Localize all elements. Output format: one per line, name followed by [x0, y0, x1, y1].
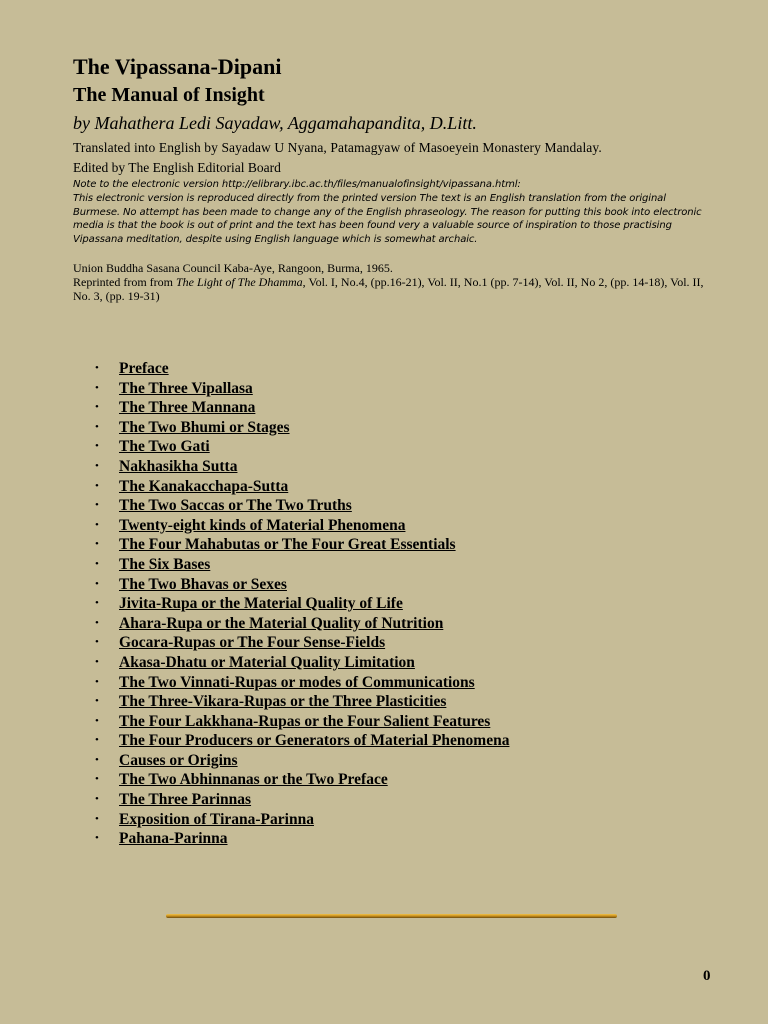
toc-link[interactable]: Nakhasikha Sutta: [119, 457, 238, 475]
toc-item: [95, 535, 509, 555]
toc-item: [95, 437, 509, 457]
toc-link[interactable]: The Two Vinnati-Rupas or modes of Communications: [119, 673, 475, 691]
toc-link[interactable]: The Three-Vikara-Rupas or the Three Plasticities: [119, 693, 447, 711]
toc-item: [95, 692, 509, 712]
toc-link[interactable]: The Six Bases: [119, 555, 211, 573]
bullet-icon: •: [95, 538, 99, 551]
bullet-icon: •: [95, 381, 99, 394]
bullet-icon: •: [95, 401, 99, 414]
table-of-contents: [95, 359, 509, 849]
publisher-line: Union Buddha Sasana Council Kaba-Aye, Rangoon, Burma, 1965.: [73, 260, 393, 275]
toc-link[interactable]: The Two Bhavas or Sexes: [119, 575, 287, 593]
bullet-icon: •: [95, 499, 99, 512]
toc-link[interactable]: The Kanakacchapa-Sutta: [119, 477, 289, 495]
bullet-icon: •: [95, 479, 99, 492]
translator-line: Translated into English by Sayadaw U Nyana, Patamagyaw of Masoeyein Monastery Mandalay.: [73, 140, 602, 155]
toc-link[interactable]: Twenty-eight kinds of Material Phenomena: [119, 516, 406, 534]
bullet-icon: •: [95, 793, 99, 806]
reprint-line: [73, 275, 710, 303]
toc-item: [95, 770, 509, 790]
toc-item: [95, 594, 509, 614]
bullet-icon: •: [95, 557, 99, 570]
toc-item: [95, 790, 509, 810]
toc-item: [95, 496, 509, 516]
reprint-source: The Light of The Dhamma: [175, 274, 303, 289]
toc-link[interactable]: The Three Vipallasa: [119, 379, 253, 397]
toc-link[interactable]: The Four Lakkhana-Rupas or the Four Salient Features: [119, 712, 491, 730]
bullet-icon: •: [95, 832, 99, 845]
bullet-icon: •: [95, 420, 99, 433]
toc-link[interactable]: The Three Parinnas: [119, 791, 252, 809]
editor-line: Edited by The English Editorial Board: [73, 160, 281, 175]
toc-item: [95, 477, 509, 497]
author-line: by Mahathera Ledi Sayadaw, Aggamahapandita, D.Litt.: [73, 113, 477, 133]
toc-item: [95, 359, 509, 379]
toc-item: [95, 810, 509, 830]
toc-link[interactable]: Exposition of Tirana-Parinna: [119, 810, 314, 828]
page-number: 0: [703, 968, 711, 984]
toc-item: [95, 614, 509, 634]
bullet-icon: •: [95, 597, 99, 610]
bullet-icon: •: [95, 616, 99, 629]
toc-link[interactable]: The Two Abhinnanas or the Two Preface: [119, 771, 388, 789]
toc-link[interactable]: The Two Gati: [119, 438, 210, 456]
toc-item: [95, 398, 509, 418]
toc-item: [95, 673, 509, 693]
bullet-icon: •: [95, 714, 99, 727]
toc-item: [95, 516, 509, 536]
bullet-icon: •: [95, 655, 99, 668]
toc-item: [95, 712, 509, 732]
electronic-note-body: This electronic version is reproduced directly from the printed version The text is an English translation from the original Burmese. No attempt has been made to change any of the English phraseology. The reason for putting this book into electronic media is that the book is out of print and the text has been found very a valuable source of inspiration to those practising Vipassana meditation, despite using English language which is somewhat archaic.: [73, 192, 702, 246]
toc-link[interactable]: Pahana-Parinna: [119, 830, 228, 848]
bullet-icon: •: [95, 440, 99, 453]
toc-item: [95, 457, 509, 477]
toc-link[interactable]: Jivita-Rupa or the Material Quality of Life: [119, 595, 403, 613]
toc-link[interactable]: The Four Mahabutas or The Four Great Essentials: [119, 536, 456, 554]
bullet-icon: •: [95, 459, 99, 472]
toc-item: [95, 653, 509, 673]
toc-link[interactable]: Gocara-Rupas or The Four Sense-Fields: [119, 634, 386, 652]
document-header: [73, 52, 710, 303]
toc-link[interactable]: Preface: [119, 360, 169, 377]
bullet-icon: •: [95, 636, 99, 649]
divider-rule: [166, 914, 617, 918]
document-subtitle: The Manual of Insight: [73, 84, 265, 106]
bullet-icon: •: [95, 773, 99, 786]
bullet-icon: •: [95, 695, 99, 708]
reprint-details: , Vol. I, No.4, (pp.16-21), Vol. II, No.1 (pp. 7-14), Vol. II, No 2, (pp. 14-18), Vol. II, No. 3, (pp. 19-31): [73, 274, 704, 303]
bullet-icon: •: [95, 734, 99, 747]
bullet-icon: •: [95, 812, 99, 825]
toc-item: [95, 751, 509, 771]
document-title: The Vipassana-Dipani: [73, 54, 282, 79]
toc-link[interactable]: The Two Bhumi or Stages: [119, 418, 290, 436]
toc-item: [95, 575, 509, 595]
bullet-icon: •: [95, 675, 99, 688]
toc-item: [95, 829, 509, 849]
toc-item: [95, 379, 509, 399]
bullet-icon: •: [95, 577, 99, 590]
toc-link[interactable]: The Two Saccas or The Two Truths: [119, 497, 352, 515]
toc-item: [95, 633, 509, 653]
reprint-prefix: Reprinted from from: [73, 274, 176, 289]
toc-item: [95, 731, 509, 751]
toc-item: [95, 418, 509, 438]
bullet-icon: •: [95, 753, 99, 766]
toc-link[interactable]: Causes or Origins: [119, 751, 238, 769]
electronic-note-heading: Note to the electronic version http://elibrary.ibc.ac.th/files/manualofinsight/vipassana.html:: [73, 179, 521, 190]
toc-item: [95, 555, 509, 575]
bullet-icon: •: [95, 362, 99, 374]
toc-link[interactable]: The Three Mannana: [119, 399, 256, 417]
publication-info: [73, 261, 710, 303]
toc-link[interactable]: Akasa-Dhatu or Material Quality Limitation: [119, 653, 415, 671]
toc-link[interactable]: Ahara-Rupa or the Material Quality of Nutrition: [119, 614, 444, 632]
bullet-icon: •: [95, 518, 99, 531]
toc-link[interactable]: The Four Producers or Generators of Material Phenomena: [119, 732, 510, 750]
